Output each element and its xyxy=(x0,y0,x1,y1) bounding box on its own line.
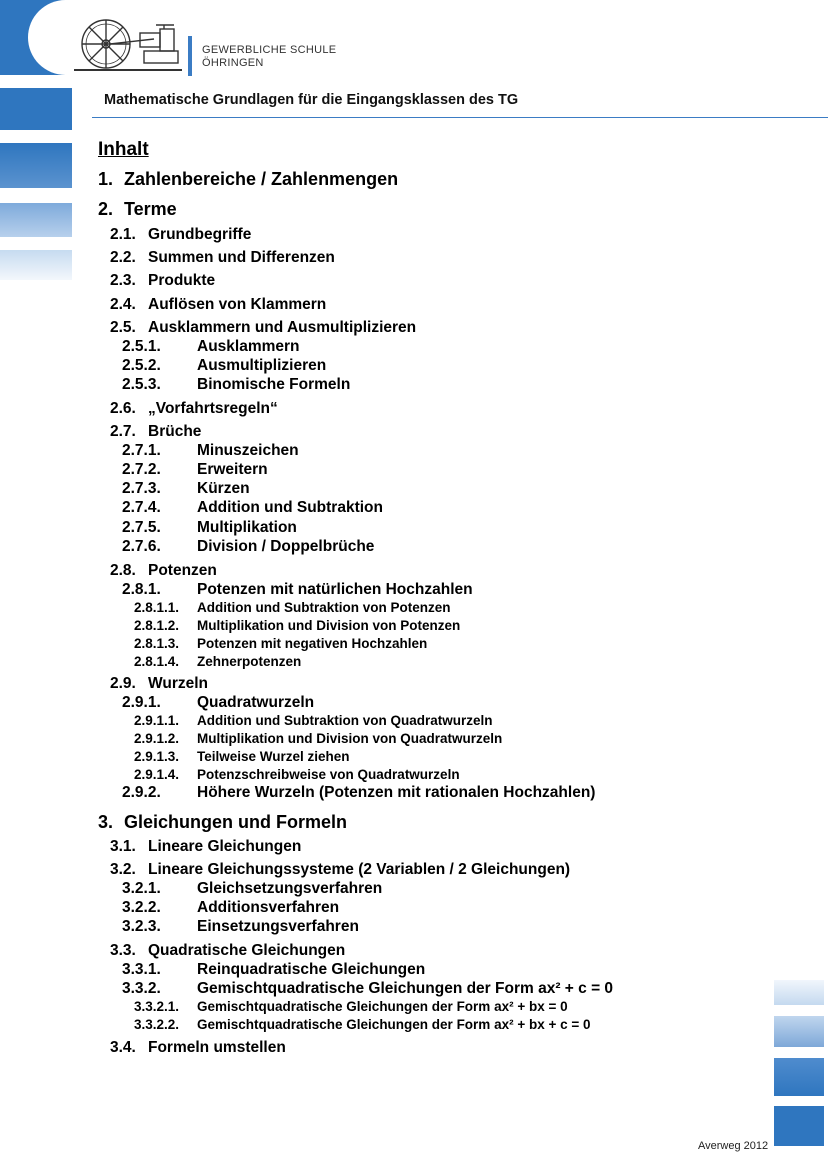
toc-entry-number: 2.9.1.1. xyxy=(134,713,180,728)
toc-entry xyxy=(134,600,450,615)
toc-entry xyxy=(122,376,350,394)
toc-entry-number: 2.7. xyxy=(110,423,136,440)
toc-entry xyxy=(122,357,326,375)
toc-entry-title: Grundbegriffe xyxy=(148,226,252,243)
toc-entry-title: Ausklammern xyxy=(197,338,300,355)
toc-entry xyxy=(110,942,345,960)
toc-entry-title: Zahlenbereiche / Zahlenmengen xyxy=(124,169,399,189)
toc-entry-number: 2.5. xyxy=(110,319,136,336)
toc-entry-number: 2.5.1. xyxy=(122,338,161,355)
toc-entry xyxy=(122,442,299,460)
toc-entry-title: Kürzen xyxy=(197,480,250,497)
toc-entry-number: 3.2. xyxy=(110,861,136,878)
toc-entry-number: 2.9.2. xyxy=(122,784,161,801)
toc-entry-title: Lineare Gleichungssysteme (2 Variablen / 2 Gleichungen) xyxy=(148,861,571,878)
toc-entry-title: Addition und Subtraktion von Potenzen xyxy=(197,600,451,615)
school-name-line2: ÖHRINGEN xyxy=(202,57,264,69)
toc-entry xyxy=(110,272,215,290)
toc-entry xyxy=(122,461,268,479)
toc-entry-number: 2.7.5. xyxy=(122,519,161,536)
toc-entry-title: Division / Doppelbrüche xyxy=(197,538,375,555)
toc-entry-number: 2.4. xyxy=(110,296,136,313)
toc-entry-number: 3.1. xyxy=(110,838,136,855)
toc-entry xyxy=(134,767,460,782)
toc-entry-number: 2.8.1.2. xyxy=(134,618,180,633)
toc-entry xyxy=(122,961,425,979)
toc-entry-number: 2.9.1.4. xyxy=(134,767,180,782)
toc-entry-title: Einsetzungsverfahren xyxy=(197,918,359,935)
toc-entry xyxy=(122,880,382,898)
toc-entry-number: 2.7.4. xyxy=(122,499,161,516)
toc-entry-title: Gleichungen und Formeln xyxy=(124,812,348,832)
toc-entry xyxy=(122,581,473,599)
toc-entry xyxy=(110,296,326,314)
toc-entry-number: 1. xyxy=(98,169,114,189)
toc-entry-number: 2.8.1.4. xyxy=(134,654,180,669)
document-title: Mathematische Grundlagen für die Eingangsklassen des TG xyxy=(104,92,519,108)
toc-entry-title: Lineare Gleichungen xyxy=(148,838,302,855)
toc-entry-number: 3.4. xyxy=(110,1039,136,1056)
school-name-line1: GEWERBLICHE SCHULE xyxy=(202,44,337,56)
toc-entry-title: Höhere Wurzeln (Potenzen mit rationalen Hochzahlen) xyxy=(197,784,596,801)
toc-entry-number: 2. xyxy=(98,199,114,219)
toc-entry xyxy=(98,199,177,220)
toc-entry xyxy=(98,169,398,190)
toc-entry xyxy=(110,838,301,856)
toc-entry-title: Brüche xyxy=(148,423,202,440)
toc-entry-number: 2.8.1. xyxy=(122,581,161,598)
toc-entry-title: Multiplikation und Division von Potenzen xyxy=(197,618,461,633)
toc-entry xyxy=(122,918,359,936)
toc-entry-title: Ausmultiplizieren xyxy=(197,357,327,374)
toc-entry xyxy=(134,999,568,1014)
toc-entry-title: Wurzeln xyxy=(148,675,208,692)
toc-entry xyxy=(110,861,570,879)
toc-entry-number: 2.1. xyxy=(110,226,136,243)
toc-entry-title: Gleichsetzungsverfahren xyxy=(197,880,383,897)
toc-entry-number: 3.2.2. xyxy=(122,899,161,916)
toc-entry xyxy=(134,618,460,633)
toc-entry-title: Quadratische Gleichungen xyxy=(148,942,346,959)
toc-entry-title: Potenzen mit natürlichen Hochzahlen xyxy=(197,581,473,598)
toc-entry-title: Gemischtquadratische Gleichungen der Form ax² + c = 0 xyxy=(197,980,614,997)
toc-entry xyxy=(98,812,347,833)
toc-entry-title: Gemischtquadratische Gleichungen der Form ax² + bx + c = 0 xyxy=(197,1017,591,1032)
toc-entry xyxy=(122,338,300,356)
toc-entry-number: 2.7.3. xyxy=(122,480,161,497)
toc-entry xyxy=(134,749,350,764)
toc-entry-number: 2.9.1.2. xyxy=(134,731,180,746)
toc-entry xyxy=(122,899,339,917)
toc-entry-number: 2.7.6. xyxy=(122,538,161,555)
toc-entry-number: 2.9.1. xyxy=(122,694,161,711)
toc-entry-number: 3.3.1. xyxy=(122,961,161,978)
toc-entry xyxy=(134,654,301,669)
toc-entry-title: Potenzschreibweise von Quadratwurzeln xyxy=(197,767,460,782)
toc-entry-number: 2.9. xyxy=(110,675,136,692)
toc-entry-title: Auflösen von Klammern xyxy=(148,296,327,313)
toc-entry-number: 3. xyxy=(98,812,114,832)
toc-entry xyxy=(110,249,335,267)
toc-entry-title: Ausklammern und Ausmultiplizieren xyxy=(148,319,417,336)
toc-entry-title: Quadratwurzeln xyxy=(197,694,315,711)
toc-entry-title: Potenzen xyxy=(148,562,217,579)
toc-entry-title: Terme xyxy=(124,199,177,219)
toc-entry xyxy=(110,319,416,337)
toc-entry-number: 2.8.1.1. xyxy=(134,600,180,615)
toc-entry xyxy=(134,1017,591,1032)
toc-heading: Inhalt xyxy=(98,139,149,160)
toc-entry xyxy=(122,694,314,712)
toc-entry-number: 2.2. xyxy=(110,249,136,266)
toc-entry xyxy=(134,731,502,746)
toc-entry-title: Erweitern xyxy=(197,461,268,478)
toc-entry xyxy=(122,519,297,537)
toc-entry-title: Zehnerpotenzen xyxy=(197,654,302,669)
toc-entry xyxy=(122,784,595,802)
toc-entry-number: 2.8. xyxy=(110,562,136,579)
toc-entry xyxy=(134,636,427,651)
toc-entry-number: 3.3.2. xyxy=(122,980,161,997)
toc-entry xyxy=(110,400,278,418)
toc-entry-title: Addition und Subtraktion von Quadratwurzeln xyxy=(197,713,493,728)
toc-entry-title: „Vorfahrtsregeln“ xyxy=(148,400,278,417)
toc-entry-number: 2.9.1.3. xyxy=(134,749,180,764)
toc-entry xyxy=(122,538,374,556)
toc-entry xyxy=(122,499,383,517)
toc-entry-title: Multiplikation und Division von Quadratwurzeln xyxy=(197,731,503,746)
toc-entry-title: Gemischtquadratische Gleichungen der Form ax² + bx = 0 xyxy=(197,999,568,1014)
toc-entry-number: 3.2.3. xyxy=(122,918,161,935)
toc-entry-title: Multiplikation xyxy=(197,519,297,536)
toc-entry-title: Binomische Formeln xyxy=(197,376,351,393)
toc-entry-number: 3.2.1. xyxy=(122,880,161,897)
toc-entry xyxy=(134,713,493,728)
toc-entry-number: 2.5.3. xyxy=(122,376,161,393)
toc-entry xyxy=(110,1039,286,1057)
toc-entry xyxy=(122,480,250,498)
toc-entry xyxy=(122,980,613,998)
toc-entry-title: Formeln umstellen xyxy=(148,1039,286,1056)
toc-entry xyxy=(110,423,201,441)
toc-entry-title: Addition und Subtraktion xyxy=(197,499,383,516)
toc-entry-number: 2.3. xyxy=(110,272,136,289)
toc-entry-title: Reinquadratische Gleichungen xyxy=(197,961,426,978)
toc-entry-number: 2.7.1. xyxy=(122,442,161,459)
toc-entry-title: Produkte xyxy=(148,272,216,289)
toc-entry-number: 2.5.2. xyxy=(122,357,161,374)
toc-entry-title: Additionsverfahren xyxy=(197,899,340,916)
toc-entry-title: Potenzen mit negativen Hochzahlen xyxy=(197,636,428,651)
toc-entry-title: Minuszeichen xyxy=(197,442,299,459)
toc-entry-title: Summen und Differenzen xyxy=(148,249,335,266)
footer-author-year: Averweg 2012 xyxy=(698,1140,769,1152)
toc-entry-title: Teilweise Wurzel ziehen xyxy=(197,749,350,764)
toc-entry xyxy=(110,675,208,693)
toc-entry-number: 2.6. xyxy=(110,400,136,417)
toc-entry xyxy=(110,562,217,580)
toc-entry-number: 3.3.2.2. xyxy=(134,1017,180,1032)
toc-entry-number: 3.3. xyxy=(110,942,136,959)
toc-entry-number: 2.8.1.3. xyxy=(134,636,180,651)
toc-entry-number: 2.7.2. xyxy=(122,461,161,478)
toc-entry xyxy=(110,226,251,244)
toc-entry-number: 3.3.2.1. xyxy=(134,999,180,1014)
